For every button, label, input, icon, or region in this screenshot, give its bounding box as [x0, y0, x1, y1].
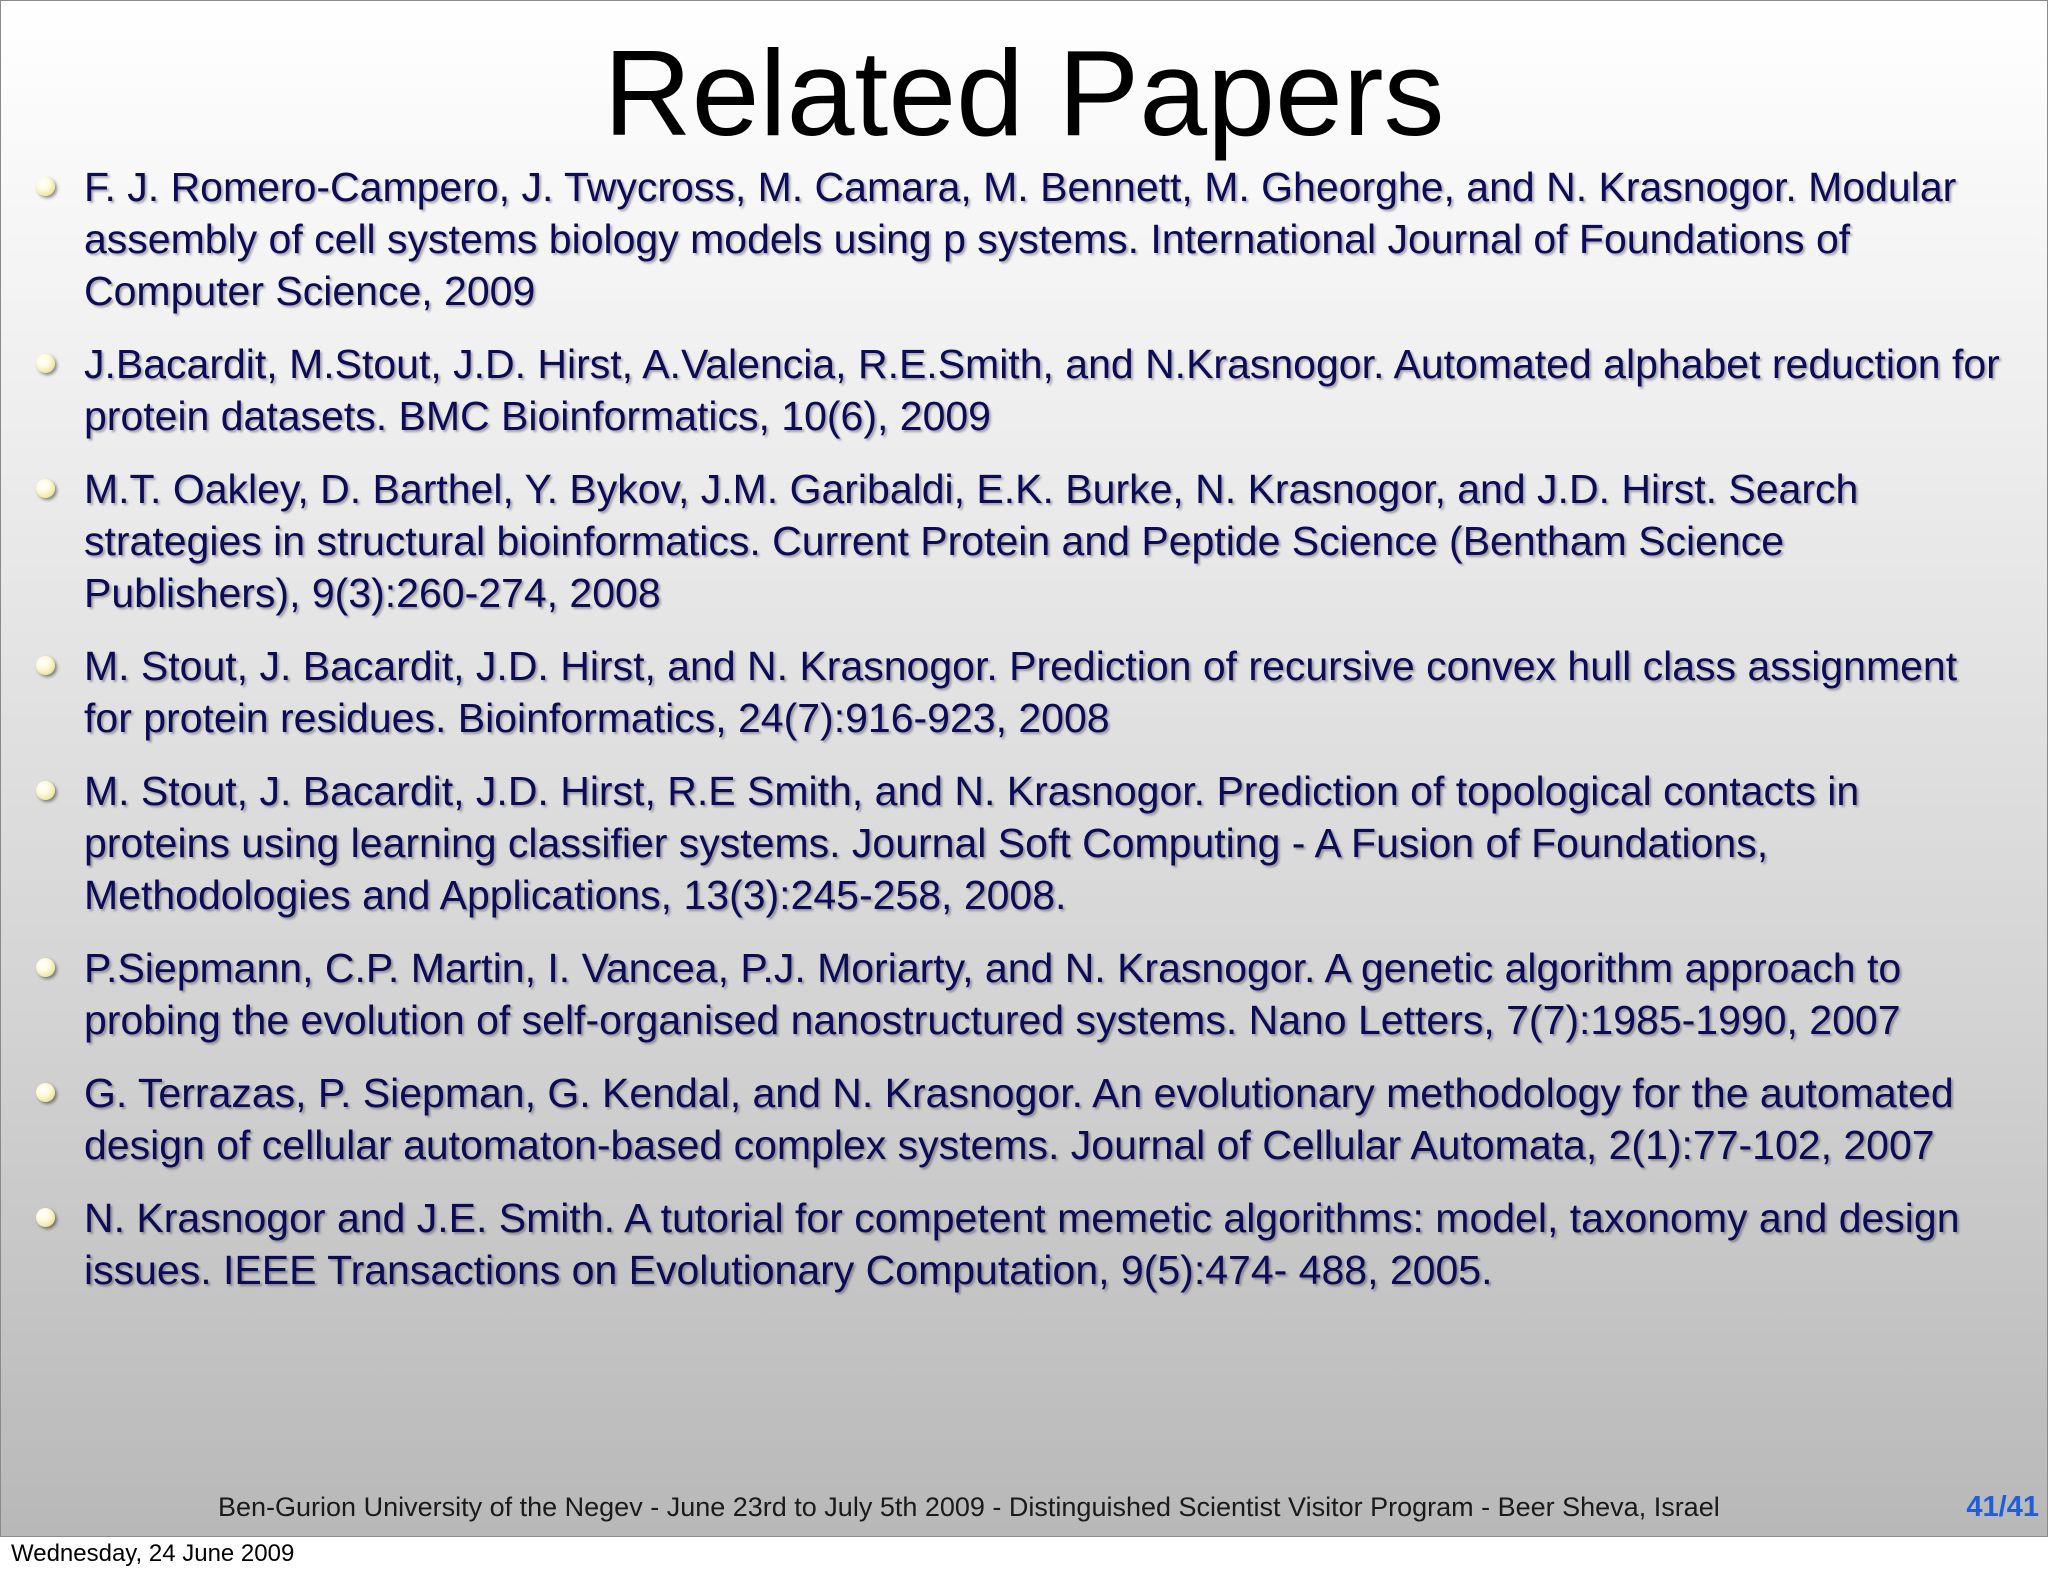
bullet-icon — [36, 1208, 55, 1227]
reference-item — [1, 1067, 2047, 1171]
page-number: 41/41 — [1966, 1491, 2039, 1523]
bullet-icon — [36, 656, 55, 675]
reference-item — [1, 765, 2047, 921]
reference-text: J.Bacardit, M.Stout, J.D. Hirst, A.Valencia, R.E.Smith, and N.Krasnogor. Automated alphabet reduction for protein datasets. BMC Bioinformatics, 10(6), 2009 — [84, 341, 2000, 439]
reference-item — [1, 640, 2047, 744]
reference-item — [1, 942, 2047, 1046]
bullet-icon — [36, 781, 55, 800]
bullet-icon — [36, 1083, 55, 1102]
bullet-icon — [36, 354, 55, 373]
bullet-icon — [36, 177, 55, 196]
date-caption: Wednesday, 24 June 2009 — [11, 1540, 295, 1567]
reference-text: G. Terrazas, P. Siepman, G. Kendal, and N. Krasnogor. An evolutionary methodology for the automated design of cellular automaton-based complex systems. Journal of Cellular Automata, 2(1):77-102, 2007 — [84, 1070, 1954, 1168]
reference-text: F. J. Romero-Campero, J. Twycross, M. Camara, M. Bennett, M. Gheorghe, and N. Krasnogor. Modular assembly of cell systems biology models using p systems. International Journal of Foundations of Computer Science, 2009 — [84, 164, 1957, 314]
reference-text: N. Krasnogor and J.E. Smith. A tutorial for competent memetic algorithms: model, taxonomy and design issues. IEEE Transactions on Evolutionary Computation, 9(5):474- 488, 2005. — [84, 1195, 1960, 1293]
reference-item — [1, 1192, 2047, 1296]
reference-text: M.T. Oakley, D. Barthel, Y. Bykov, J.M. Garibaldi, E.K. Burke, N. Krasnogor, and J.D. Hirst. Search strategies in structural bioinformatics. Current Protein and Peptide Science (Bentham Science Publishers), 9(3):260-274, 2008 — [84, 466, 1859, 616]
bullet-icon — [36, 958, 55, 977]
slide-footer — [1, 1491, 2047, 1523]
footer-text: Ben-Gurion University of the Negev - June 23rd to July 5th 2009 - Distinguished Scientist Visitor Program - Beer Sheva, Israel — [218, 1492, 1720, 1522]
slide-title: Related Papers — [603, 25, 1445, 161]
reference-text: P.Siepmann, C.P. Martin, I. Vancea, P.J. Moriarty, and N. Krasnogor. A genetic algorithm approach to probing the evolution of self-organised nanostructured systems. Nano Letters, 7(7):1985-1990, 2007 — [84, 945, 1902, 1043]
reference-item — [1, 338, 2047, 442]
reference-item — [1, 161, 2047, 317]
bullet-icon — [36, 479, 55, 498]
reference-list — [1, 161, 2047, 1317]
reference-text: M. Stout, J. Bacardit, J.D. Hirst, and N. Krasnogor. Prediction of recursive convex hull class assignment for protein residues. Bioinformatics, 24(7):916-923, 2008 — [84, 643, 1958, 741]
reference-item — [1, 463, 2047, 619]
reference-text: M. Stout, J. Bacardit, J.D. Hirst, R.E Smith, and N. Krasnogor. Prediction of topological contacts in proteins using learning classifier systems. Journal Soft Computing - A Fusion of Foundations, Methodologies and Applications, 13(3):245-258, 2008. — [84, 768, 1860, 918]
